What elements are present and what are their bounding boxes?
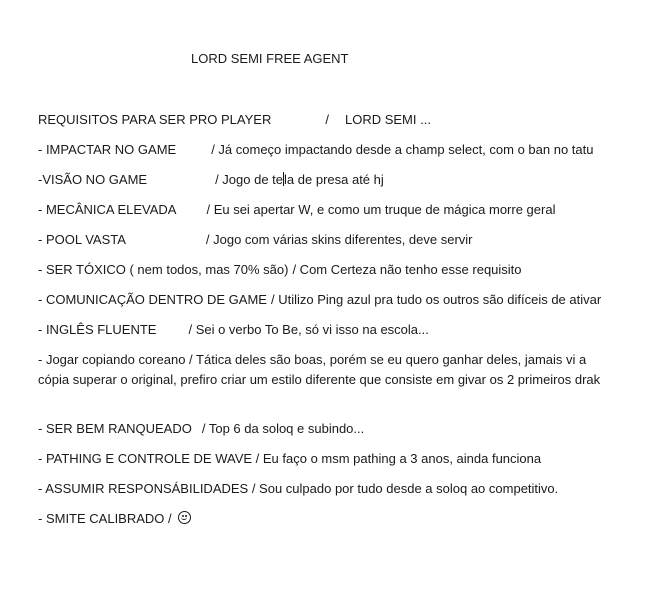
requirement-text: - INGLÊS FLUENTE	[38, 322, 157, 337]
list-item: - ASSUMIR RESPONSÁBILIDADES / Sou culpado por tudo desde a soloq ao competitivo.	[38, 481, 559, 496]
list-item	[38, 322, 429, 338]
list-item	[38, 202, 555, 218]
header-right: LORD SEMI ...	[344, 112, 431, 127]
requirement-text: - SMITE CALIBRADO /	[38, 511, 172, 526]
header-separator: /	[325, 112, 329, 127]
list-item-paragraph: - Jogar copiando coreano / Tática deles são boas, porém se eu quero ganhar deles, jamais vi a cópia superar o original, prefiro criar um estilo diferente que consiste em givar os 2 primeiros drak	[38, 352, 601, 387]
response-text: / Sei o verbo To Be, só vi isso na escola...	[188, 322, 429, 337]
response-text: / Utilizo Ping azul pra tudo os outros são difíceis de ativar	[270, 292, 602, 307]
document-title: LORD SEMI FREE AGENT	[191, 51, 349, 66]
requirement-text: - COMUNICAÇÃO DENTRO DE GAME	[38, 292, 267, 307]
header-left: REQUISITOS PARA SER PRO PLAYER	[38, 112, 272, 127]
response-text: / Jogo com várias skins diferentes, deve servir	[205, 232, 473, 247]
requirement-text: - IMPACTAR NO GAME	[38, 142, 177, 157]
response-text: / Top 6 da soloq e subindo...	[201, 421, 365, 436]
list-item	[38, 232, 473, 248]
response-text-part: la de presa até hj	[284, 172, 384, 187]
requirement-text: - POOL VASTA	[38, 232, 126, 247]
smiley-icon	[178, 511, 191, 524]
response-text: / Com Certeza não tenho esse requisito	[292, 262, 522, 277]
response-text: / Já começo impactando desde a champ select, com o ban no tatu	[211, 142, 594, 157]
list-item	[38, 421, 364, 437]
list-item	[38, 511, 191, 527]
list-item	[38, 142, 593, 158]
requirement-text: - MECÂNICA ELEVADA	[38, 202, 177, 217]
requirement-text: - SER TÓXICO ( nem todos, mas 70% são)	[38, 262, 289, 277]
response-text: / Eu sei apertar W, e como um truque de mágica morre geral	[206, 202, 556, 217]
list-item	[38, 262, 522, 278]
header-line	[38, 112, 431, 128]
list-item	[38, 172, 384, 188]
list-item	[38, 292, 601, 308]
requirement-text: - SER BEM RANQUEADO	[38, 421, 192, 436]
list-item: - PATHING E CONTROLE DE WAVE / Eu faço o msm pathing a 3 anos, ainda funciona	[38, 451, 542, 466]
response-text-part: / Jogo de te	[215, 172, 284, 187]
requirement-text: -VISÃO NO GAME	[38, 172, 148, 187]
